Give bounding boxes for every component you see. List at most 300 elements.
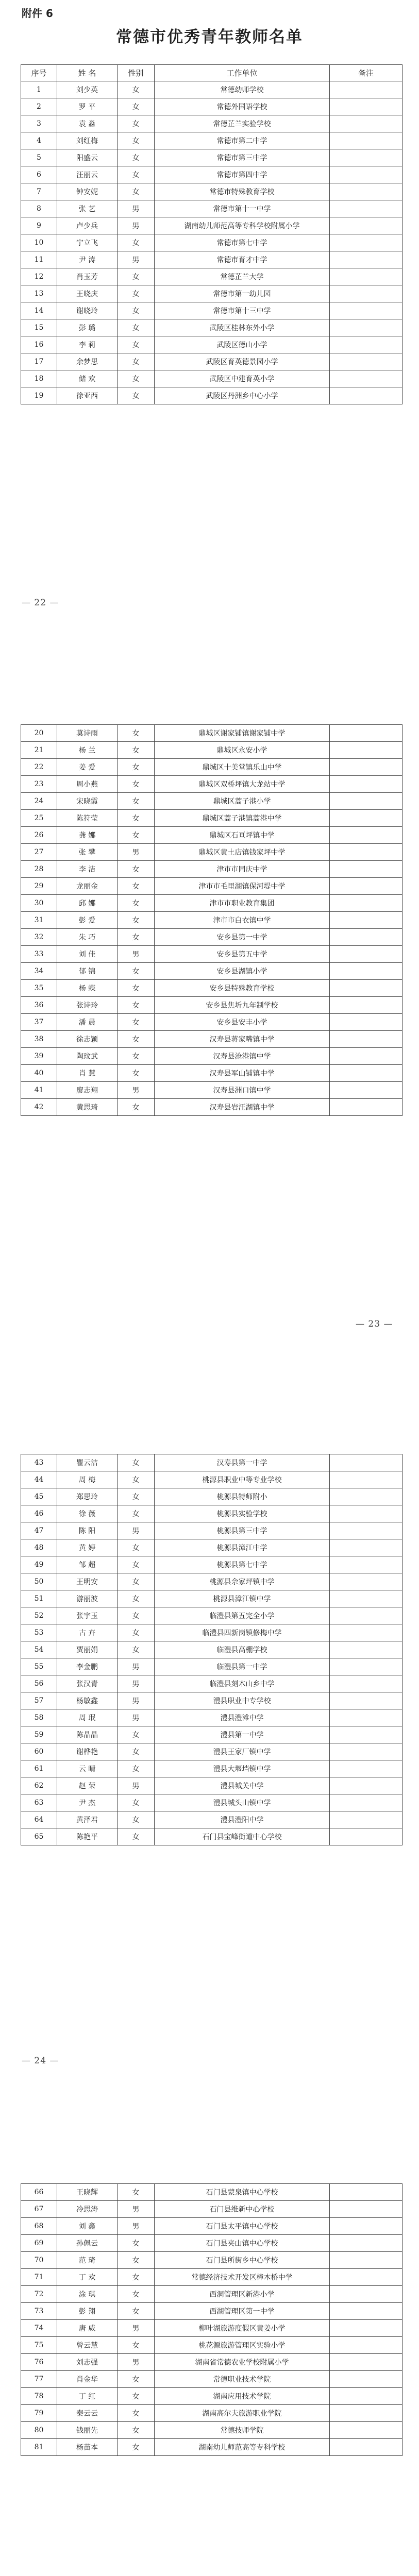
notes-cell [330,1794,403,1811]
gender-cell: 女 [118,997,155,1014]
name-cell: 古 卉 [57,1624,118,1641]
table-row [21,1488,403,1505]
index-cell: 8 [21,200,57,217]
gender-cell: 女 [118,963,155,980]
gender-cell: 女 [118,1031,155,1048]
notes-cell [330,387,403,404]
gender-cell: 女 [118,793,155,810]
name-cell: 张 攀 [57,844,118,861]
gender-cell: 女 [118,929,155,946]
unit-cell: 常德市第三中学 [155,149,330,166]
index-cell: 19 [21,387,57,404]
name-cell: 谢桦艳 [57,1743,118,1760]
index-cell: 38 [21,1031,57,1048]
gender-cell: 女 [118,861,155,878]
index-cell: 20 [21,725,57,742]
unit-cell: 常德幼师学校 [155,81,330,98]
index-cell: 74 [21,2320,57,2337]
unit-cell: 常德市第二中学 [155,132,330,149]
table-row [21,1607,403,1624]
name-cell: 刘 佳 [57,946,118,963]
unit-cell: 湖南幼儿师范高等专科学校 [155,2439,330,2456]
header-notes: 备注 [330,65,403,81]
gender-cell: 男 [118,1658,155,1675]
table-row [21,1811,403,1828]
notes-cell [330,1065,403,1082]
gender-cell: 女 [118,1743,155,1760]
unit-cell: 常德经济技术开发区樟木桥中学 [155,2269,330,2286]
unit-cell: 安乡县焦圻九年制学校 [155,997,330,1014]
table-row [21,81,403,98]
gender-cell: 男 [118,2201,155,2218]
name-cell: 余梦思 [57,353,118,370]
notes-cell [330,963,403,980]
gender-cell: 女 [118,2269,155,2286]
name-cell: 袁 淼 [57,115,118,132]
notes-cell [330,234,403,251]
gender-cell: 女 [118,2337,155,2354]
index-cell: 15 [21,319,57,336]
gender-cell: 女 [118,1726,155,1743]
name-cell: 王晓辉 [57,2184,118,2201]
name-cell: 周小燕 [57,776,118,793]
notes-cell [330,1828,403,1845]
table-row [21,1726,403,1743]
notes-cell [330,1607,403,1624]
unit-cell: 鼎城区双桥坪镇大龙站中学 [155,776,330,793]
index-cell: 26 [21,827,57,844]
index-cell: 4 [21,132,57,149]
notes-cell [330,1522,403,1539]
gender-cell: 女 [118,1048,155,1065]
table-row [21,929,403,946]
table-row [21,1709,403,1726]
index-cell: 31 [21,912,57,929]
notes-cell [330,2337,403,2354]
notes-cell [330,929,403,946]
index-cell: 46 [21,1505,57,1522]
gender-cell: 男 [118,844,155,861]
unit-cell: 鼎城区蒿子港小学 [155,793,330,810]
table-row [21,1031,403,1048]
unit-cell: 澧县城头山镇中学 [155,1794,330,1811]
notes-cell [330,268,403,285]
index-cell: 39 [21,1048,57,1065]
notes-cell [330,1099,403,1116]
index-cell: 32 [21,929,57,946]
unit-cell: 常德市第四中学 [155,166,330,183]
gender-cell: 男 [118,2218,155,2235]
table-row [21,132,403,149]
notes-cell [330,1709,403,1726]
unit-cell: 常德市第七中学 [155,234,330,251]
index-cell: 60 [21,1743,57,1760]
notes-cell [330,827,403,844]
name-cell: 李 洁 [57,861,118,878]
gender-cell: 女 [118,1488,155,1505]
table-row [21,251,403,268]
gender-cell: 女 [118,2252,155,2269]
index-cell: 66 [21,2184,57,2201]
name-cell: 宋晓霞 [57,793,118,810]
table-row [21,2388,403,2405]
name-cell: 阳盛云 [57,149,118,166]
gender-cell: 女 [118,285,155,302]
unit-cell: 澧县澧阳中学 [155,1811,330,1828]
index-cell: 12 [21,268,57,285]
index-cell: 47 [21,1522,57,1539]
name-cell: 秦云云 [57,2405,118,2422]
name-cell: 刘志强 [57,2354,118,2371]
gender-cell: 女 [118,1454,155,1471]
table-row [21,1590,403,1607]
notes-cell [330,1539,403,1556]
name-cell: 王晓庆 [57,285,118,302]
unit-cell: 鼎城区黄土店镇钱家坪中学 [155,844,330,861]
gender-cell: 女 [118,810,155,827]
index-cell: 45 [21,1488,57,1505]
notes-cell [330,793,403,810]
notes-cell [330,1760,403,1777]
name-cell: 徐志颖 [57,1031,118,1048]
name-cell: 彭 爱 [57,912,118,929]
unit-cell: 鼎城区十美堂镇乐山中学 [155,759,330,776]
table-row [21,115,403,132]
notes-cell [330,2388,403,2405]
notes-cell [330,336,403,353]
name-cell: 涂 琪 [57,2286,118,2303]
table-row [21,234,403,251]
index-cell: 24 [21,793,57,810]
unit-cell: 澧县城关中学 [155,1777,330,1794]
table-row [21,742,403,759]
index-cell: 59 [21,1726,57,1743]
index-cell: 57 [21,1692,57,1709]
notes-cell [330,1488,403,1505]
gender-cell: 女 [118,1471,155,1488]
name-cell: 钟安妮 [57,183,118,200]
unit-cell: 武陵区中建育英小学 [155,370,330,387]
index-cell: 18 [21,370,57,387]
gender-cell: 女 [118,895,155,912]
name-cell: 杨苗本 [57,2439,118,2456]
index-cell: 44 [21,1471,57,1488]
index-cell: 72 [21,2286,57,2303]
name-cell: 杨 兰 [57,742,118,759]
table-row [21,1573,403,1590]
table-row [21,878,403,895]
unit-cell: 安乡县第一中学 [155,929,330,946]
unit-cell: 武陵区桂林东外小学 [155,319,330,336]
index-cell: 71 [21,2269,57,2286]
table-row [21,370,403,387]
name-cell: 潘 晨 [57,1014,118,1031]
table-row [21,2201,403,2218]
index-cell: 37 [21,1014,57,1031]
table-row [21,1556,403,1573]
name-cell: 李金鹏 [57,1658,118,1675]
index-cell: 76 [21,2354,57,2371]
unit-cell: 津市市白衣镇中学 [155,912,330,929]
name-cell: 曾云慧 [57,2337,118,2354]
unit-cell: 石门县维新中心学校 [155,2201,330,2218]
gender-cell: 女 [118,1590,155,1607]
notes-cell [330,2286,403,2303]
table-row [21,861,403,878]
table-row [21,997,403,1014]
index-cell: 62 [21,1777,57,1794]
gender-cell: 女 [118,2388,155,2405]
name-cell: 陈 阳 [57,1522,118,1539]
index-cell: 58 [21,1709,57,1726]
notes-cell [330,217,403,234]
table-row [21,1624,403,1641]
table-row [21,1760,403,1777]
name-cell: 肖玉芳 [57,268,118,285]
notes-cell [330,302,403,319]
unit-cell: 津市市毛里湖镇保河堤中学 [155,878,330,895]
table-row [21,793,403,810]
notes-cell [330,912,403,929]
gender-cell: 女 [118,1811,155,1828]
name-cell: 赵 荣 [57,1777,118,1794]
unit-cell: 汉寿县第一中学 [155,1454,330,1471]
gender-cell: 女 [118,2184,155,2201]
name-cell: 彭 翔 [57,2303,118,2320]
unit-cell: 津市市职业教育集团 [155,895,330,912]
unit-cell: 临澧县第一中学 [155,1658,330,1675]
unit-cell: 常德市第一幼儿园 [155,285,330,302]
name-cell: 宁立飞 [57,234,118,251]
name-cell: 瞿云洁 [57,1454,118,1471]
unit-cell: 武陵区丹洲乡中心小学 [155,387,330,404]
unit-cell: 常德芷兰实验学校 [155,115,330,132]
gender-cell: 女 [118,1641,155,1658]
name-cell: 陶玟武 [57,1048,118,1065]
notes-cell [330,2184,403,2201]
name-cell: 张诗玲 [57,997,118,1014]
unit-cell: 安乡县湖镇小学 [155,963,330,980]
notes-cell [330,2439,403,2456]
gender-cell: 女 [118,1794,155,1811]
name-cell: 龚 娜 [57,827,118,844]
name-cell: 龙丽金 [57,878,118,895]
index-cell: 64 [21,1811,57,1828]
gender-cell: 女 [118,81,155,98]
unit-cell: 安乡县特殊教育学校 [155,980,330,997]
notes-cell [330,861,403,878]
notes-cell [330,183,403,200]
gender-cell: 女 [118,1505,155,1522]
index-cell: 23 [21,776,57,793]
name-cell: 冷思涛 [57,2201,118,2218]
header-name: 姓 名 [57,65,118,81]
name-cell: 贾丽娟 [57,1641,118,1658]
table-row [21,827,403,844]
notes-cell [330,353,403,370]
gender-cell: 男 [118,2320,155,2337]
name-cell: 陈艳平 [57,1828,118,1845]
notes-cell [330,1590,403,1607]
notes-cell [330,251,403,268]
gender-cell: 女 [118,827,155,844]
gender-cell: 女 [118,2371,155,2388]
notes-cell [330,1031,403,1048]
notes-cell [330,115,403,132]
unit-cell: 常德外国语学校 [155,98,330,115]
table-row [21,1082,403,1099]
notes-cell [330,285,403,302]
unit-cell: 石门县宝峰街道中心学校 [155,1828,330,1845]
gender-cell: 女 [118,2439,155,2456]
header-unit: 工作单位 [155,65,330,81]
table-row [21,285,403,302]
unit-cell: 临澧县第五完全小学 [155,1607,330,1624]
name-cell: 徐 薇 [57,1505,118,1522]
gender-cell: 男 [118,1692,155,1709]
table-row [21,912,403,929]
table-row [21,2422,403,2439]
index-cell: 21 [21,742,57,759]
index-cell: 50 [21,1573,57,1590]
name-cell: 尹 涛 [57,251,118,268]
notes-cell [330,1624,403,1641]
unit-cell: 武陵区德山小学 [155,336,330,353]
table-row [21,895,403,912]
index-cell: 33 [21,946,57,963]
unit-cell: 鼎城区石亘坪镇中学 [155,827,330,844]
gender-cell: 女 [118,302,155,319]
index-cell: 70 [21,2252,57,2269]
notes-cell [330,1014,403,1031]
index-cell: 29 [21,878,57,895]
notes-cell [330,997,403,1014]
unit-cell: 澧县王家厂镇中学 [155,1743,330,1760]
notes-cell [330,132,403,149]
gender-cell: 女 [118,2303,155,2320]
unit-cell: 常德市育才中学 [155,251,330,268]
unit-cell: 汉寿县军山铺镇中学 [155,1065,330,1082]
index-cell: 52 [21,1607,57,1624]
notes-cell [330,2252,403,2269]
index-cell: 25 [21,810,57,827]
table-row [21,2286,403,2303]
name-cell: 姜 爱 [57,759,118,776]
name-cell: 肖金华 [57,2371,118,2388]
unit-cell: 柳叶湖旅游度假区黄姜小学 [155,2320,330,2337]
unit-cell: 安乡县第五中学 [155,946,330,963]
table-row [21,980,403,997]
index-cell: 48 [21,1539,57,1556]
name-cell: 周 珉 [57,1709,118,1726]
name-cell: 杨敏鑫 [57,1692,118,1709]
unit-cell: 常德市第十三中学 [155,302,330,319]
table-row [21,1777,403,1794]
name-cell: 徐亚西 [57,387,118,404]
name-cell: 肖 慧 [57,1065,118,1082]
table-row [21,353,403,370]
index-cell: 61 [21,1760,57,1777]
index-cell: 80 [21,2422,57,2439]
gender-cell: 女 [118,115,155,132]
notes-cell [330,81,403,98]
unit-cell: 桃源县漳江中学 [155,1539,330,1556]
unit-cell: 西湖管理区第一中学 [155,2303,330,2320]
index-cell: 2 [21,98,57,115]
table-row [21,1048,403,1065]
notes-cell [330,1471,403,1488]
table-row [21,2269,403,2286]
table-row [21,1539,403,1556]
index-cell: 41 [21,1082,57,1099]
gender-cell: 女 [118,98,155,115]
name-cell: 王明安 [57,1573,118,1590]
unit-cell: 常德市特殊教育学校 [155,183,330,200]
table-row [21,725,403,742]
name-cell: 范 琦 [57,2252,118,2269]
unit-cell: 鼎城区永安小学 [155,742,330,759]
table-row [21,2320,403,2337]
name-cell: 黄泽君 [57,1811,118,1828]
index-cell: 53 [21,1624,57,1641]
name-cell: 张 艺 [57,200,118,217]
index-cell: 36 [21,997,57,1014]
index-cell: 78 [21,2388,57,2405]
gender-cell: 女 [118,183,155,200]
notes-cell [330,166,403,183]
index-cell: 22 [21,759,57,776]
gender-cell: 男 [118,1522,155,1539]
unit-cell: 鼎城区谢家铺镇谢家铺中学 [155,725,330,742]
index-cell: 68 [21,2218,57,2235]
table-row [21,302,403,319]
table-row [21,776,403,793]
unit-cell: 湖南应用技术学院 [155,2388,330,2405]
gender-cell: 女 [118,1014,155,1031]
name-cell: 钱丽先 [57,2422,118,2439]
notes-cell [330,1082,403,1099]
notes-cell [330,725,403,742]
notes-cell [330,2371,403,2388]
table-row [21,1794,403,1811]
notes-cell [330,2218,403,2235]
gender-cell: 女 [118,2235,155,2252]
gender-cell: 男 [118,1082,155,1099]
table-row [21,1014,403,1031]
name-cell: 刘红梅 [57,132,118,149]
unit-cell: 临澧县刻木山乡中学 [155,1675,330,1692]
gender-cell: 女 [118,149,155,166]
table-row [21,1065,403,1082]
unit-cell: 湖南省常德农业学校附属小学 [155,2354,330,2371]
gender-cell: 男 [118,2354,155,2371]
gender-cell: 女 [118,1556,155,1573]
index-cell: 14 [21,302,57,319]
gender-cell: 男 [118,200,155,217]
table-row [21,810,403,827]
unit-cell: 石门县夹山镇中心学校 [155,2235,330,2252]
name-cell: 黄思琦 [57,1099,118,1116]
name-cell: 孙佩云 [57,2235,118,2252]
gender-cell: 男 [118,1675,155,1692]
unit-cell: 澧县职业中专学校 [155,1692,330,1709]
notes-cell [330,1573,403,1590]
table-row [21,1454,403,1471]
name-cell: 彭 璐 [57,319,118,336]
table-row [21,387,403,404]
notes-cell [330,2269,403,2286]
notes-cell [330,1556,403,1573]
